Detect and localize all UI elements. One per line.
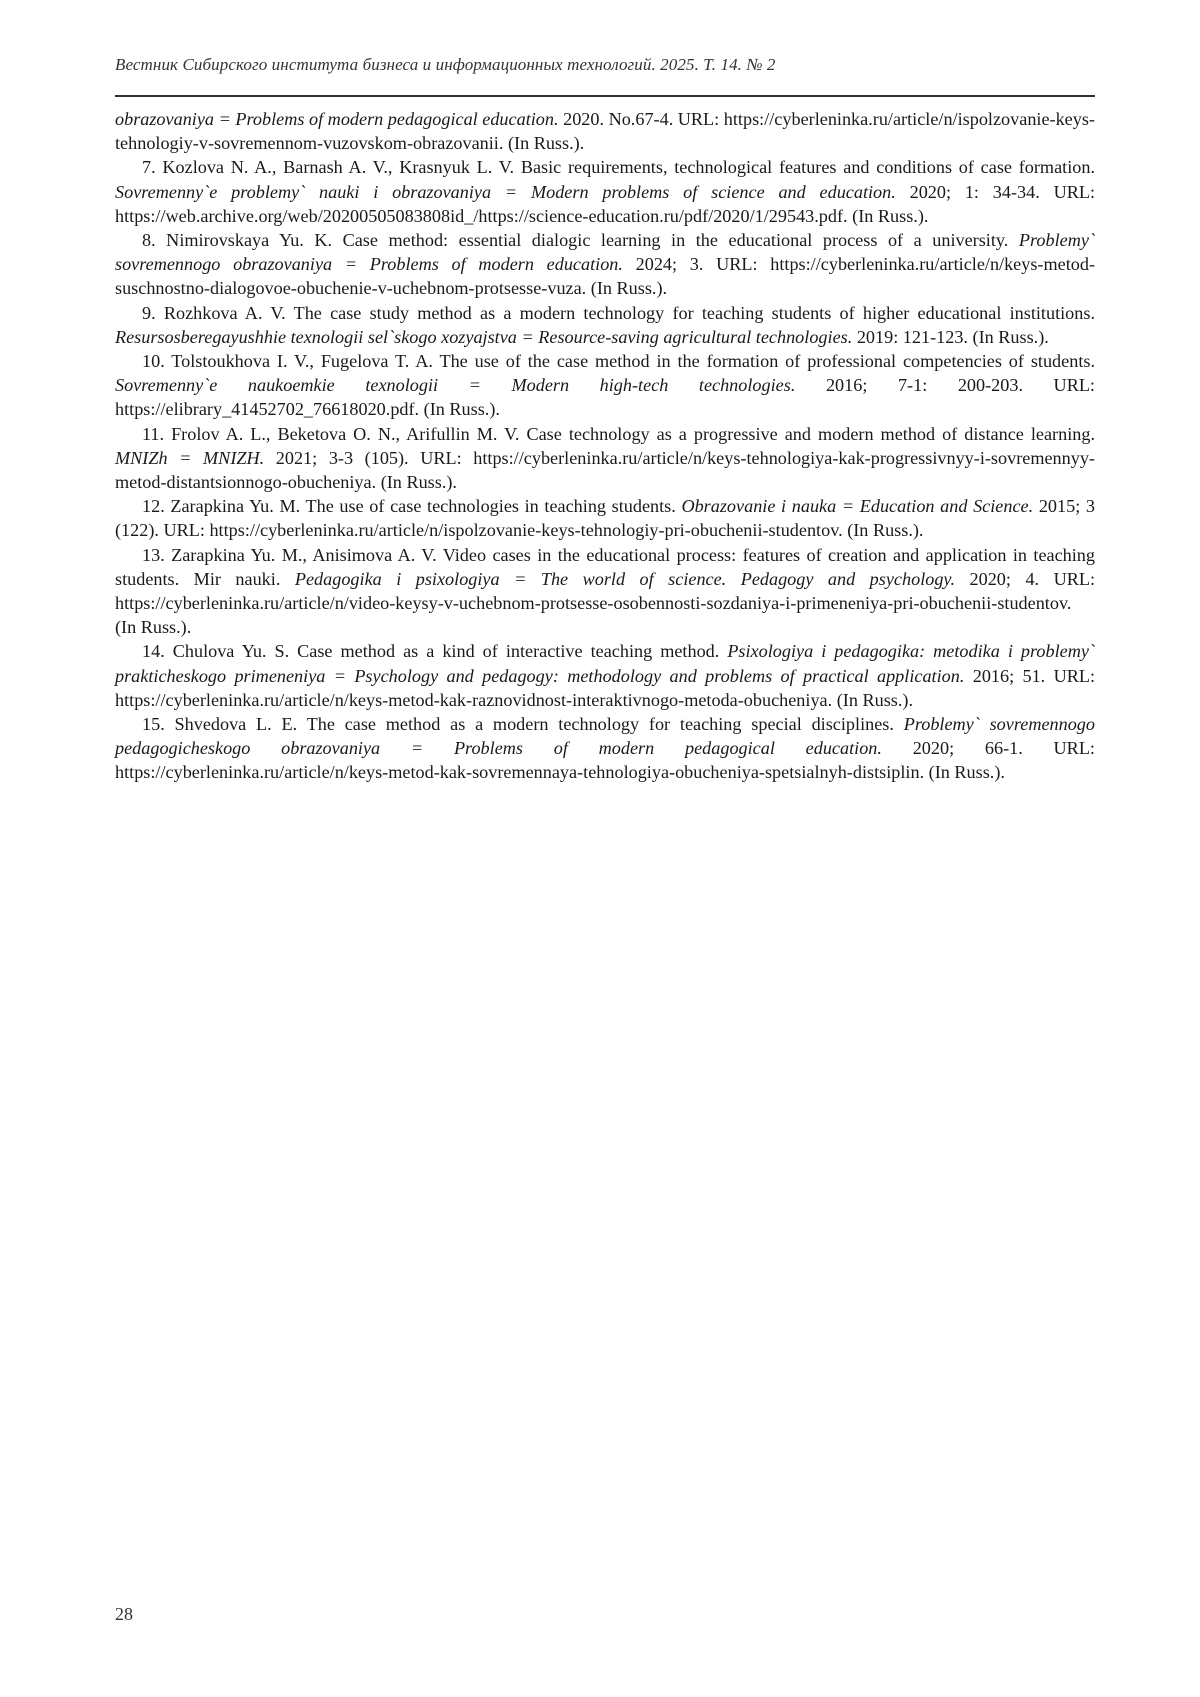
reference-authors-title: Chulova Yu. S. Case method as a kind of interactive teaching method. [165, 641, 728, 661]
reference-authors-title: Kozlova N. A., Barnash A. V., Krasnyuk L. V. Basic requirements, technological features and conditions of case formation. [156, 157, 1095, 177]
reference-item [115, 422, 1095, 495]
reference-number: 7. [142, 157, 156, 177]
reference-number: 13. [142, 545, 165, 565]
reference-journal: Resursosberegayushhie texnologii sel`skogo xozyajstva = Resource-saving agricultural technologies. [115, 327, 852, 347]
reference-details: 2020; 1: 34-34. URL: https://web.archive.org/web/20200505083808id_/https://science-education.ru/pdf/2020/1/29543.pdf. (In Russ.). [115, 182, 1095, 226]
reference-details: 2019: 121-123. (In Russ.). [852, 327, 1049, 347]
reference-authors-title: Shvedova L. E. The case method as a modern technology for teaching special disciplines. [165, 714, 904, 734]
reference-number: 12. [142, 496, 165, 516]
reference-journal: Problemy` sovremennogo obrazovaniya = Problems of modern education. [115, 230, 1095, 274]
reference-authors-title: Frolov A. L., Beketova O. N., Arifullin M. V. Case technology as a progressive and modern method of distance learning. [164, 424, 1095, 444]
reference-journal: Pedagogika i psixologiya = The world of science. Pedagogy and psychology. [295, 569, 955, 589]
reference-number: 14. [142, 641, 165, 661]
reference-item [115, 543, 1095, 640]
reference-item [115, 712, 1095, 785]
reference-item [115, 301, 1095, 349]
header-divider [115, 95, 1095, 97]
reference-details: 2020; 4. URL: https://cyberleninka.ru/article/n/video-keysy-v-uchebnom-protsesse-osobennosti-sozdaniya-i-primeneniya-pri-obuchenii-studentov. (In Russ.). [115, 569, 1095, 637]
reference-journal: MNIZh = MNIZH. [115, 448, 264, 468]
reference-details: 2016; 7-1: 200-203. URL: https://elibrary_41452702_76618020.pdf. (In Russ.). [115, 375, 1095, 419]
reference-item [115, 155, 1095, 228]
reference-authors-title: Zarapkina Yu. M., Anisimova A. V. Video cases in the educational process: features of creation and application in teaching students. Mir nauki. [115, 545, 1095, 589]
reference-details: 2015; 3 (122). URL: https://cyberleninka.ru/article/n/ispolzovanie-keys-tehnologiy-pri-obuchenii-studentov. (In Russ.). [115, 496, 1095, 540]
reference-number: 15. [142, 714, 165, 734]
reference-item [115, 494, 1095, 542]
reference-item [115, 107, 1095, 155]
reference-details: 2020. No.67-4. URL: https://cyberleninka.ru/article/n/ispolzovanie-keys-tehnologiy-v-sovremennom-vuzovskom-obrazovanii. (In Russ.). [115, 109, 1095, 153]
reference-journal: Obrazovanie i nauka = Education and Science. [681, 496, 1033, 516]
reference-details: 2020; 66-1. URL: https://cyberleninka.ru/article/n/keys-metod-kak-sovremennaya-tehnologiya-obucheniya-spetsialnyh-distsiplin. (In Russ.). [115, 738, 1095, 782]
reference-journal: obrazovaniya = Problems of modern pedagogical education. [115, 109, 559, 129]
reference-item [115, 228, 1095, 301]
reference-authors-title: Rozhkova A. V. The case study method as a modern technology for teaching students of higher educational institutions. [156, 303, 1095, 323]
reference-item [115, 349, 1095, 422]
reference-details: 2021; 3-3 (105). URL: https://cyberleninka.ru/article/n/keys-tehnologiya-kak-progressivnyy-i-sovremennyy-metod-distantsionnogo-obucheniya. (In Russ.). [115, 448, 1095, 492]
reference-journal: Sovremenny`e naukoemkie texnologii = Modern high-tech technologies. [115, 375, 795, 395]
reference-authors-title: Zarapkina Yu. M. The use of case technologies in teaching students. [165, 496, 682, 516]
reference-number: 8. [142, 230, 156, 250]
reference-authors-title: Nimirovskaya Yu. K. Case method: essential dialogic learning in the educational process of a university. [156, 230, 1019, 250]
reference-details: 2016; 51. URL: https://cyberleninka.ru/article/n/keys-metod-kak-raznovidnost-interaktivnogo-metoda-obucheniya. (In Russ.). [115, 666, 1095, 710]
reference-number: 10. [142, 351, 165, 371]
reference-journal: Psixologiya i pedagogika: metodika i problemy` prakticheskogo primeneniya = Psychology and pedagogy: methodology and problems of practical application. [115, 641, 1095, 685]
running-header: Вестник Сибирского института бизнеса и информационных технологий. 2025. Т. 14. № 2 [115, 55, 1095, 75]
reference-authors-title: Tolstoukhova I. V., Fugelova T. A. The use of the case method in the formation of professional competencies of students. [165, 351, 1095, 371]
reference-journal: Sovremenny`e problemy` nauki i obrazovaniya = Modern problems of science and education. [115, 182, 896, 202]
reference-number: 11. [142, 424, 164, 444]
reference-list [115, 107, 1095, 785]
reference-item [115, 639, 1095, 712]
reference-details: 2024; 3. URL: https://cyberleninka.ru/article/n/keys-metod-suschnostno-dialogovoe-obuchenie-v-uchebnom-protsesse-vuza. (In Russ.). [115, 254, 1095, 298]
reference-journal: Problemy` sovremennogo pedagogicheskogo obrazovaniya = Problems of modern pedagogical education. [115, 714, 1095, 758]
page-number: 28 [115, 1604, 133, 1625]
reference-number: 9. [142, 303, 156, 323]
